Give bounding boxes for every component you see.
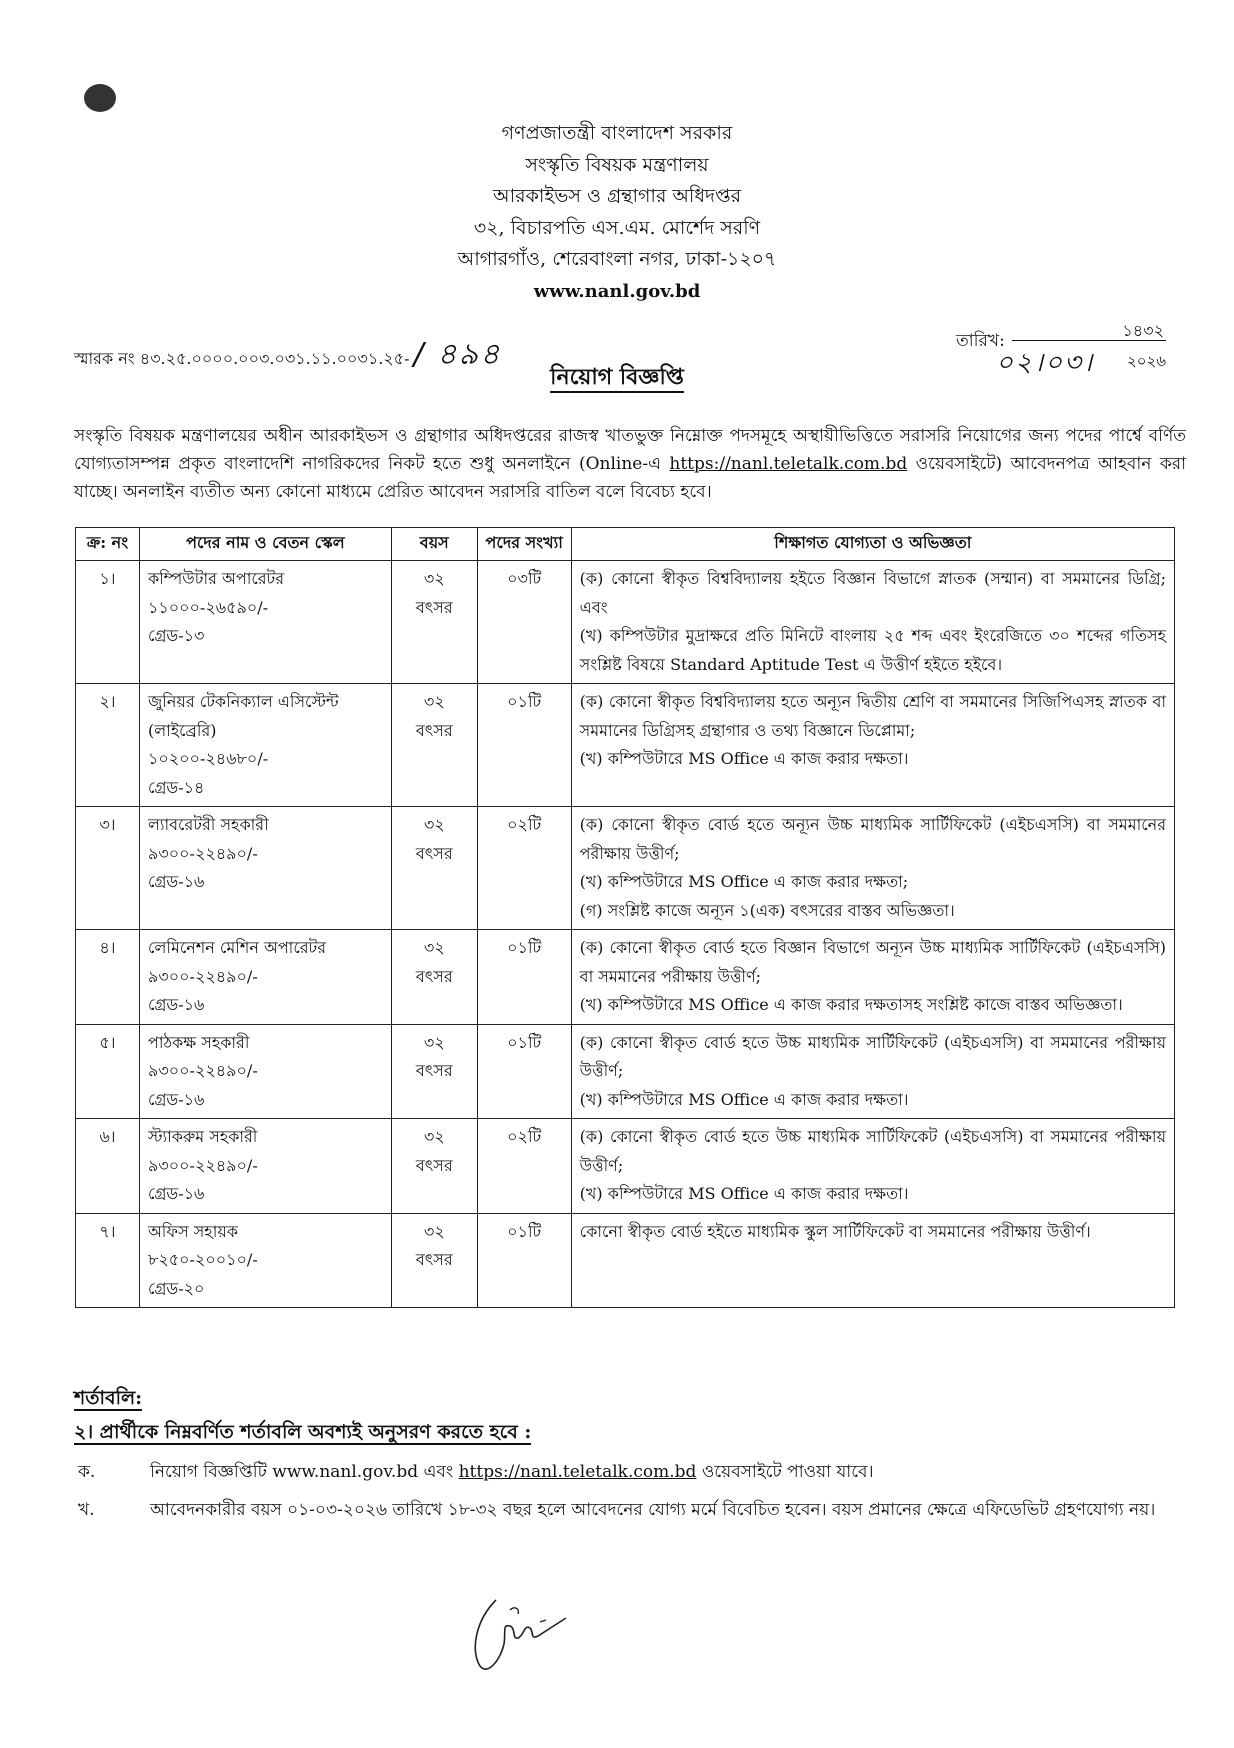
grade: গ্রেড-১৪ <box>147 777 205 797</box>
pay-scale: ৯৩০০-২২৪৯০/- <box>147 843 258 863</box>
date-year: ২০২৬ <box>1126 352 1166 370</box>
table-row <box>76 561 1175 684</box>
row-qualification <box>571 561 1174 684</box>
intro-paragraph <box>74 422 1186 506</box>
pay-scale: ৯৩০০-২২৪৯০/- <box>147 1061 258 1080</box>
row-qualification <box>571 684 1174 807</box>
row-count: ০১টি <box>477 930 571 1025</box>
age-value: ৩২ <box>423 1127 445 1146</box>
row-serial: ৩। <box>76 807 140 930</box>
row-age <box>391 807 477 930</box>
qualification-a: (ক) কোনো স্বীকৃত বিশ্ববিদ্যালয় হইতে বিজ্ঞান বিভাগে স্নাতক (সম্মান) বা সমমানের ডিগ্রি; এবং <box>579 569 1166 617</box>
table-row <box>76 930 1175 1025</box>
post-name: স্ট্যাকরুম সহকারী <box>147 1127 258 1146</box>
age-unit: বৎসর <box>415 1250 453 1269</box>
grade: গ্রেড-১৬ <box>147 1184 205 1203</box>
post-name: পাঠকক্ষ সহকারী <box>147 1032 250 1052</box>
pay-scale: ৮২৫০-২০০১০/- <box>147 1250 258 1269</box>
header-post: পদের নাম ও বেতন স্কেল <box>139 528 391 561</box>
title-text: নিয়োগ বিজ্ঞপ্তি <box>550 364 684 393</box>
age-value: ৩২ <box>423 815 445 834</box>
qualification-b: (খ) কম্পিউটারে MS Office এ কাজ করার দক্ষতা। <box>579 1089 909 1109</box>
row-qualification <box>571 1213 1174 1308</box>
qualification-b: (খ) কম্পিউটারে MS Office এ কাজ করার দক্ষতা। <box>579 749 909 768</box>
qualification-a: (ক) কোনো স্বীকৃত বোর্ড হতে উচ্চ মাধ্যমিক সার্টিফিকেট (এইচএসসি) বা সমমানের পরীক্ষায় উত্তীর্ণ; <box>579 1127 1166 1175</box>
date-handwritten: ০২।০৩। <box>996 348 1095 378</box>
row-post <box>139 930 391 1025</box>
website-link[interactable]: www.nanl.gov.bd <box>533 280 701 302</box>
grade: গ্রেড-২০ <box>147 1278 205 1298</box>
table-header-row <box>76 528 1175 561</box>
letterhead <box>0 118 1234 307</box>
date-label: তারিখ: <box>956 331 1005 351</box>
term-teletalk-link[interactable]: https://nanl.teletalk.com.bd <box>458 1462 697 1482</box>
intro-text-end: ওয়েবসাইটে) আবেদনপত্র আহবান করা যাচ্ছে। অনলাইন ব্যতীত অন্য কোনো মাধ্যমে প্রেরিত আবেদন সরাসরি বাতিল বলে বিবেচ্য হবে। <box>74 454 1187 502</box>
row-serial: ৭। <box>76 1213 140 1308</box>
age-unit: বৎসর <box>415 1061 453 1080</box>
memo-handwritten-number: / ৪৯৪ <box>413 337 502 372</box>
age-unit: বৎসর <box>415 1155 453 1175</box>
grade: গ্রেড-১৬ <box>147 872 205 891</box>
post-name: অফিস সহায়ক <box>147 1221 238 1241</box>
age-value: ৩২ <box>423 1221 445 1241</box>
table-row <box>76 1119 1175 1214</box>
age-unit: বৎসর <box>415 597 453 617</box>
term-text: নিয়োগ বিজ্ঞপ্তিটি www.nanl.gov.bd এবং <box>150 1462 459 1482</box>
row-serial: ৫। <box>76 1024 140 1119</box>
row-count: ০২টি <box>477 1119 571 1214</box>
row-age <box>391 1024 477 1119</box>
terms-subtitle: ২। প্রার্থীকে নিম্নবর্ণিত শর্তাবলি অবশ্যই অনুসরণ করতে হবে : <box>74 1421 532 1443</box>
intro-text: সংস্কৃতি বিষয়ক মন্ত্রণালয়ের অধীন আরকাইভস ও গ্রন্থাগার অধিদপ্তরের রাজস্ব খাতভুক্ত নিম্নোক্ত পদসমূহে অস্থায়ীভিত্তিতে সরাসরি নিয়োগের জন্য পদের পার্শ্বে বর্ণিত যোগ্যতাসম্পন্ন প্রকৃত বাংলাদেশি নাগরিকদের নিকট হতে শুধু অনলাইনে (Online-এ <box>74 426 1186 474</box>
grade: গ্রেড-১৩ <box>147 626 205 645</box>
header-qualification: শিক্ষাগত যোগ্যতা ও অভিজ্ঞতা <box>571 528 1174 561</box>
header-serial: ক্র: নং <box>76 528 140 561</box>
qualification-a: (ক) কোনো স্বীকৃত বোর্ড হতে অন্যূন উচ্চ মাধ্যমিক সার্টিফিকেট (এইচএসসি) বা সমমানের পরীক্ষায় উত্তীর্ণ; <box>579 815 1166 863</box>
row-count: ০১টি <box>477 1213 571 1308</box>
department-name: আরকাইভস ও গ্রন্থাগার অধিদপ্তর <box>492 185 742 207</box>
row-serial: ৬। <box>76 1119 140 1214</box>
row-count: ০১টি <box>477 1024 571 1119</box>
term-item <box>74 1496 1186 1525</box>
row-age <box>391 1119 477 1214</box>
table-row <box>76 1024 1175 1119</box>
row-post <box>139 684 391 807</box>
header-age: বয়স <box>391 528 477 561</box>
row-qualification <box>571 1119 1174 1214</box>
row-serial: ২। <box>76 684 140 807</box>
intro-teletalk-link[interactable]: https://nanl.teletalk.com.bd <box>669 454 908 474</box>
row-age <box>391 561 477 684</box>
term-text-block <box>150 1496 1186 1525</box>
row-post <box>139 807 391 930</box>
row-age <box>391 930 477 1025</box>
row-qualification <box>571 930 1174 1025</box>
punch-hole-mark <box>84 84 116 112</box>
post-name: কম্পিউটার অপারেটর <box>147 569 285 588</box>
row-age <box>391 1213 477 1308</box>
age-unit: বৎসর <box>415 843 453 863</box>
table-row <box>76 684 1175 807</box>
signature-icon <box>466 1580 576 1680</box>
row-serial: ১। <box>76 561 140 684</box>
row-post <box>139 1119 391 1214</box>
grade: গ্রেড-১৬ <box>147 995 205 1014</box>
memo-label: স্মারক নং ৪৩.২৫.০০০০.০০৩.০৩১.১১.০০৩১.২৫- <box>74 349 410 368</box>
table-row <box>76 807 1175 930</box>
age-unit: বৎসর <box>415 966 453 986</box>
term-key: ক. <box>78 1462 96 1482</box>
terms-heading <box>74 1384 142 1416</box>
post-name: জুনিয়র টেকনিক্যাল এসিস্টেন্ট (লাইব্রেরি) <box>147 692 339 740</box>
post-name: ল্যাবরেটরী সহকারী <box>147 815 269 834</box>
qualification-b: (খ) কম্পিউটার মুদ্রাক্ষরে প্রতি মিনিটে বাংলায় ২৫ শব্দ এবং ইংরেজিতে ৩০ শব্দের গতিসহ সংশ্লিষ্ট বিষয়ে Standard Aptitude Test এ উত্তীর্ণ হইতে হইবে। <box>579 626 1166 674</box>
grade: গ্রেড-১৬ <box>147 1089 205 1109</box>
age-value: ৩২ <box>423 938 445 957</box>
term-key: খ. <box>78 1500 95 1520</box>
terms-subheading <box>74 1418 531 1450</box>
row-post <box>139 1213 391 1308</box>
age-value: ৩২ <box>423 1032 445 1052</box>
row-count: ০৩টি <box>477 561 571 684</box>
row-post <box>139 561 391 684</box>
pay-scale: ১১০০০-২৬৫৯০/- <box>147 597 269 617</box>
row-serial: ৪। <box>76 930 140 1025</box>
qualification-b: (খ) কম্পিউটারে MS Office এ কাজ করার দক্ষতাসহ সংশ্লিষ্ট কাজে বাস্তব অভিজ্ঞতা। <box>579 995 1123 1014</box>
pay-scale: ৯৩০০-২২৪৯০/- <box>147 1155 258 1175</box>
page-title <box>0 360 1234 397</box>
term-text-block <box>150 1458 1186 1487</box>
qualification-c: (গ) সংশ্লিষ্ট কাজে অন্যূন ১(এক) বৎসরের বাস্তব অভিজ্ঞতা। <box>579 900 955 920</box>
ministry-name: সংস্কৃতি বিষয়ক মন্ত্রণালয় <box>525 153 709 176</box>
date-divider <box>1012 340 1166 341</box>
row-age <box>391 684 477 807</box>
address-line-1: ৩২, বিচারপতি এস.এম. মোর্শেদ সরণি <box>473 216 761 239</box>
post-name: লেমিনেশন মেশিন অপারেটর <box>147 938 327 957</box>
row-qualification <box>571 1024 1174 1119</box>
header-count: পদের সংখ্যা <box>477 528 571 561</box>
row-post <box>139 1024 391 1119</box>
qualification-a: (ক) কোনো স্বীকৃত বোর্ড হতে বিজ্ঞান বিভাগে অন্যূন উচ্চ মাধ্যমিক সার্টিফিকেট (এইচএসসি) বা সমমানের পরীক্ষায় উত্তীর্ণ; <box>579 938 1166 986</box>
qualification-a: কোনো স্বীকৃত বোর্ড হইতে মাধ্যমিক স্কুল সার্টিফিকেট বা সমমানের পরীক্ষায় উত্তীর্ণ। <box>579 1221 1091 1241</box>
terms-title: শর্তাবলি: <box>74 1387 143 1409</box>
jobs-table <box>75 527 1175 1308</box>
age-unit: বৎসর <box>415 720 453 740</box>
term-text-end: ওয়েবসাইটে পাওয়া যাবে। <box>696 1462 874 1482</box>
pay-scale: ১০২০০-২৪৬৮০/- <box>147 749 269 768</box>
date-bangla-year: ১৪৩২ <box>1122 321 1164 340</box>
address-line-2: আগারগাঁও, শেরেবাংলা নগর, ঢাকা-১২০৭ <box>457 248 777 270</box>
govt-name: গণপ্রজাতন্ত্রী বাংলাদেশ সরকার <box>501 122 733 144</box>
qualification-a: (ক) কোনো স্বীকৃত বোর্ড হতে উচ্চ মাধ্যমিক সার্টিফিকেট (এইচএসসি) বা সমমানের পরীক্ষায় উত্তীর্ণ; <box>579 1032 1166 1080</box>
term-item <box>74 1458 1186 1487</box>
row-qualification <box>571 807 1174 930</box>
table-row <box>76 1213 1175 1308</box>
qualification-b: (খ) কম্পিউটারে MS Office এ কাজ করার দক্ষতা; <box>579 872 909 891</box>
qualification-a: (ক) কোনো স্বীকৃত বিশ্ববিদ্যালয় হতে অন্যূন দ্বিতীয় শ্রেণি বা সমমানের সিজিপিএসহ স্নাতক বা সমমানের ডিগ্রিসহ গ্রন্থাগার ও তথ্য বিজ্ঞানে ডিপ্লোমা; <box>579 692 1166 740</box>
age-value: ৩২ <box>423 692 445 711</box>
term-text: আবেদনকারীর বয়স ০১-০৩-২০২৬ তারিখে ১৮-৩২ বছর হলে আবেদনের যোগ্য মর্মে বিবেচিত হবেন। বয়স প্রমানের ক্ষেত্রে এফিডেভিট গ্রহণযোগ্য নয়। <box>150 1500 1156 1520</box>
qualification-b: (খ) কম্পিউটারে MS Office এ কাজ করার দক্ষতা। <box>579 1184 909 1203</box>
pay-scale: ৯৩০০-২২৪৯০/- <box>147 966 258 986</box>
row-count: ০২টি <box>477 807 571 930</box>
row-count: ০১টি <box>477 684 571 807</box>
age-value: ৩২ <box>423 569 445 588</box>
